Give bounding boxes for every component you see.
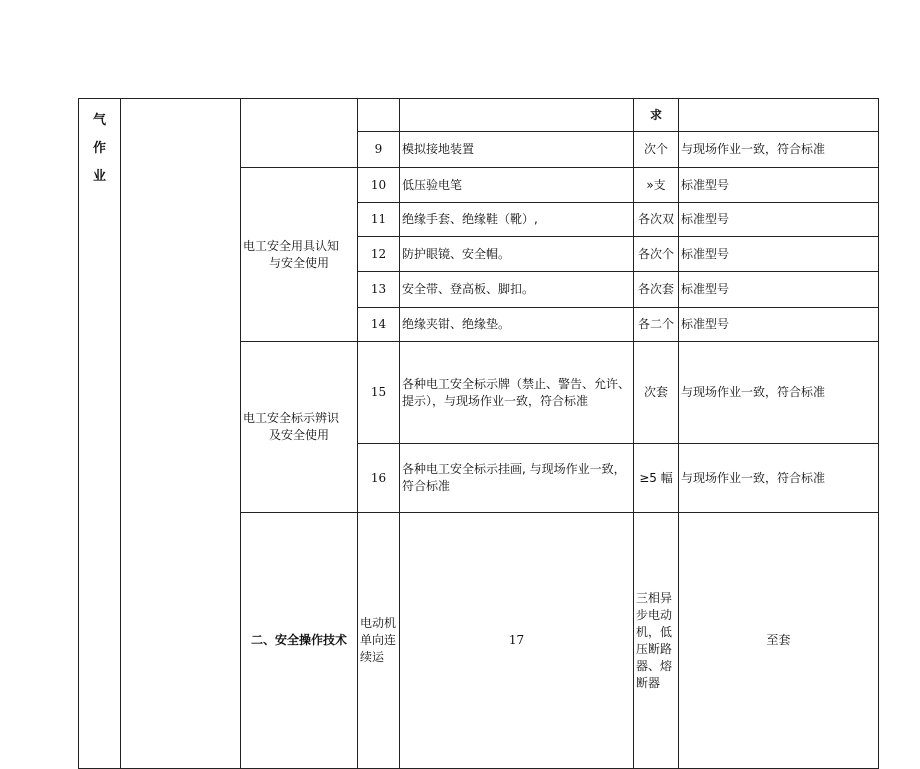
item-cell: 防护眼镜、安全帽。 <box>400 237 634 272</box>
project-cell <box>241 342 358 513</box>
qty-cell: 各二个 <box>634 308 679 342</box>
qty-cell: 次套 <box>634 342 679 444</box>
requirement-header-cell: 求 <box>634 99 679 132</box>
qty-cell: 各次个 <box>634 237 679 272</box>
req-cell: 标准型号 <box>679 168 879 203</box>
category-char: 业 <box>92 169 106 184</box>
section-label-cell: 二、安全操作技术 <box>241 513 358 769</box>
category-cell <box>79 99 121 769</box>
num-cell: 15 <box>358 342 400 444</box>
item-cell: 绝缘手套、绝缘鞋（靴）, <box>400 203 634 237</box>
num-cell: 17 <box>400 513 634 769</box>
num-cell: 10 <box>358 168 400 203</box>
item-cell: 各种电工安全标示挂画, 与现场作业一致，符合标准 <box>400 444 634 513</box>
project-cell: 电动机单向连续运 <box>358 513 400 769</box>
req-cell: 与现场作业一致，符合标准 <box>679 444 879 513</box>
req-cell <box>679 99 879 132</box>
req-cell: 标准型号 <box>679 308 879 342</box>
qty-cell: 各次套 <box>634 272 679 308</box>
project-cell <box>241 168 358 342</box>
item-cell: 低压验电笔 <box>400 168 634 203</box>
qty-cell: ≥5 幅 <box>634 444 679 513</box>
qty-cell: »支 <box>634 168 679 203</box>
qty-cell: 各次双 <box>634 203 679 237</box>
item-cell: 安全带、登高板、脚扣。 <box>400 272 634 308</box>
item-cell: 模拟接地装置 <box>400 132 634 168</box>
equipment-table <box>78 98 879 769</box>
item-cell <box>400 99 634 132</box>
project-cell <box>241 99 358 168</box>
req-cell: 标准型号 <box>679 203 879 237</box>
req-cell: 标准型号 <box>679 237 879 272</box>
req-cell: 与现场作业一致，符合标准 <box>679 132 879 168</box>
project-label-line2: 及安全使用 <box>268 428 329 442</box>
num-cell: 13 <box>358 272 400 308</box>
project-label-line1: 电工安全用具认知 <box>243 238 340 253</box>
category-char: 作 <box>92 141 106 156</box>
qty-cell: 次个 <box>634 132 679 168</box>
project-label-line1: 电工安全标示辨识 <box>243 411 340 425</box>
qty-cell: 至套 <box>679 513 879 769</box>
item-cell: 三相异步电动机，低压断路器、熔断器 <box>634 513 679 769</box>
project-label-line2: 与安全使用 <box>268 255 329 270</box>
num-cell <box>358 99 400 132</box>
category-char: 气 <box>92 113 106 128</box>
section-cell <box>121 99 241 769</box>
num-cell: 16 <box>358 444 400 513</box>
num-cell: 14 <box>358 308 400 342</box>
num-cell: 9 <box>358 132 400 168</box>
item-cell: 各种电工安全标示牌（禁止、警告、允许、提示），与现场作业一致，符合标准 <box>400 342 634 444</box>
num-cell: 11 <box>358 203 400 237</box>
item-cell: 绝缘夹钳、绝缘垫。 <box>400 308 634 342</box>
num-cell: 12 <box>358 237 400 272</box>
table-row <box>79 99 879 132</box>
req-cell: 与现场作业一致，符合标准 <box>679 342 879 444</box>
req-cell: 标准型号 <box>679 272 879 308</box>
